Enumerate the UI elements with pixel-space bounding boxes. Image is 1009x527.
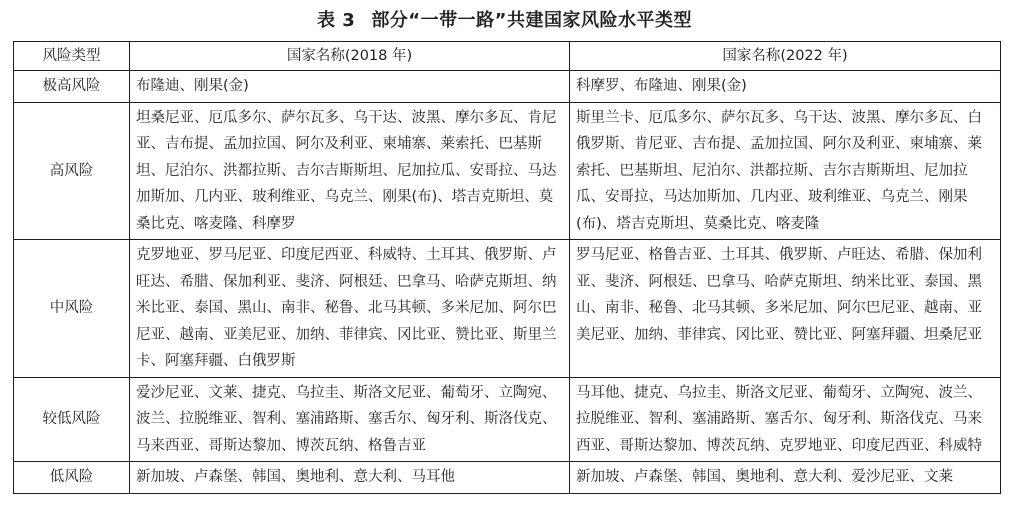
table-number: 表 3 (317, 10, 356, 31)
risk-type-cell: 极高风险 (14, 71, 130, 103)
countries-2018-cell: 布隆迪、刚果(金) (130, 71, 570, 103)
table-row-high (14, 102, 1001, 240)
table-row-low (14, 462, 1001, 494)
countries-2022-cell: 科摩罗、布隆迪、刚果(金) (570, 71, 1001, 103)
risk-type-cell: 较低风险 (14, 377, 130, 462)
countries-2018-cell: 坦桑尼亚、厄瓜多尔、萨尔瓦多、乌干达、波黑、摩尔多瓦、肯尼亚、吉布提、孟加拉国、阿尔及利亚、柬埔寨、莱索托、巴基斯坦、尼泊尔、洪都拉斯、吉尔吉斯斯坦、尼加拉瓜、安哥拉、马达加斯加、几内亚、玻利维亚、乌克兰、刚果(布)、塔吉克斯坦、莫桑比克、喀麦隆、科摩罗 (130, 102, 570, 240)
risk-type-cell: 中风险 (14, 240, 130, 378)
countries-2018-cell: 克罗地亚、罗马尼亚、印度尼西亚、科威特、土耳其、俄罗斯、卢旺达、希腊、保加利亚、斐济、阿根廷、巴拿马、哈萨克斯坦、纳米比亚、泰国、黑山、南非、秘鲁、北马其顿、多米尼加、阿尔巴尼亚、越南、亚美尼亚、加纳、菲律宾、冈比亚、赞比亚、斯里兰卡、阿塞拜疆、白俄罗斯 (130, 240, 570, 378)
table-row-medium (14, 240, 1001, 378)
table-row-extreme (14, 71, 1001, 103)
countries-2022-cell: 罗马尼亚、格鲁吉亚、土耳其、俄罗斯、卢旺达、希腊、保加利亚、斐济、阿根廷、巴拿马、哈萨克斯坦、纳米比亚、泰国、黑山、南非、秘鲁、北马其顿、多米尼加、阿尔巴尼亚、越南、亚美尼亚、加纳、菲律宾、冈比亚、赞比亚、阿塞拜疆、坦桑尼亚 (570, 240, 1001, 378)
countries-2022-cell: 马耳他、捷克、乌拉圭、斯洛文尼亚、葡萄牙、立陶宛、波兰、拉脱维亚、智利、塞浦路斯、塞舌尔、匈牙利、斯洛伐克、马来西亚、哥斯达黎加、博茨瓦纳、克罗地亚、印度尼西亚、科威特 (570, 377, 1001, 462)
table-row-lower (14, 377, 1001, 462)
countries-2018-cell: 爱沙尼亚、文莱、捷克、乌拉圭、斯洛文尼亚、葡萄牙、立陶宛、波兰、拉脱维亚、智利、塞浦路斯、塞舌尔、匈牙利、斯洛伐克、马来西亚、哥斯达黎加、博茨瓦纳、格鲁吉亚 (130, 377, 570, 462)
countries-2018-cell: 新加坡、卢森堡、韩国、奥地利、意大利、马耳他 (130, 462, 570, 494)
table-title-text: 部分“一带一路”共建国家风险水平类型 (371, 10, 692, 31)
risk-table (13, 41, 1001, 494)
countries-2022-cell: 斯里兰卡、厄瓜多尔、萨尔瓦多、乌干达、波黑、摩尔多瓦、白俄罗斯、肯尼亚、吉布提、孟加拉国、阿尔及利亚、柬埔寨、莱索托、巴基斯坦、尼泊尔、洪都拉斯、吉尔吉斯斯坦、尼加拉瓜、安哥拉、马达加斯加、几内亚、玻利维亚、乌克兰、刚果(布)、塔吉克斯坦、莫桑比克、喀麦隆 (570, 102, 1001, 240)
table-title (0, 6, 1009, 32)
risk-type-cell: 低风险 (14, 462, 130, 494)
header-countries-2022: 国家名称(2022 年) (570, 42, 1001, 71)
risk-type-cell: 高风险 (14, 102, 130, 240)
header-row (14, 42, 1001, 71)
header-risk-type: 风险类型 (14, 42, 130, 71)
header-countries-2018: 国家名称(2018 年) (130, 42, 570, 71)
countries-2022-cell: 新加坡、卢森堡、韩国、奥地利、意大利、爱沙尼亚、文莱 (570, 462, 1001, 494)
